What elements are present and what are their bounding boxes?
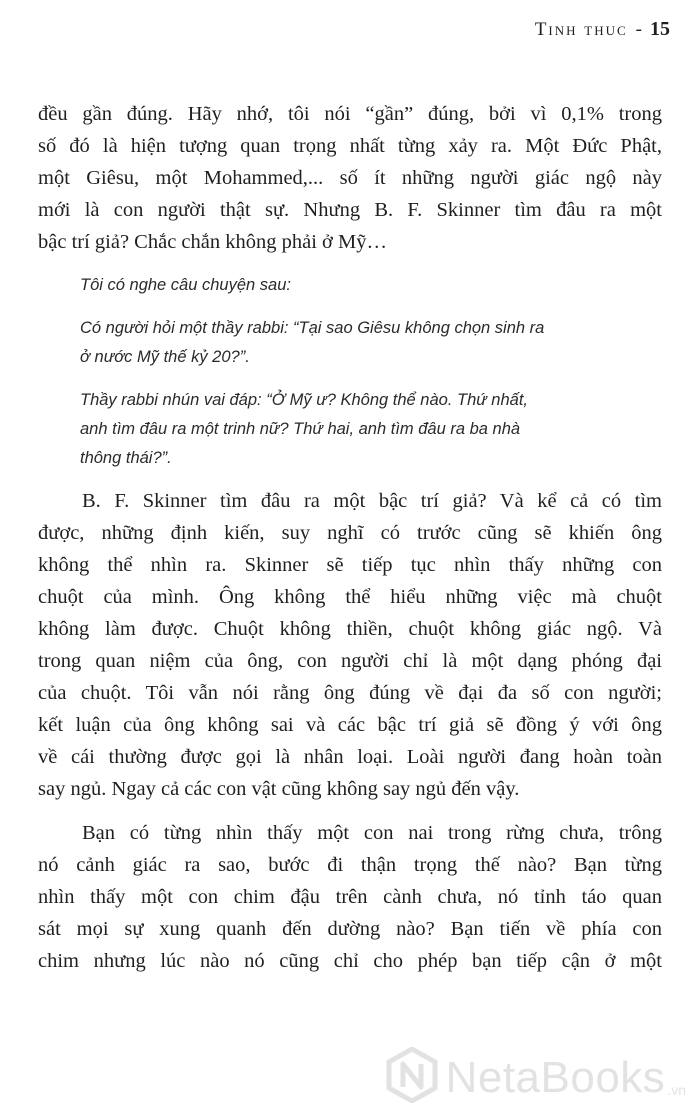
text-line: trong quan niệm của ông, con người chỉ là một dạng phóng đại <box>38 650 662 672</box>
paragraph-3 <box>38 817 662 977</box>
running-header <box>535 18 670 48</box>
text-line: của chuột. Tôi vẫn nói rằng ông đúng về đại đa số con người; <box>38 682 662 704</box>
netabooks-logo-icon <box>386 1047 438 1108</box>
text-line: số đó là hiện tượng quan trọng nhất từng xảy ra. Một Đức Phật, <box>38 135 662 157</box>
quote-answer-line: thông thái?”. <box>80 449 172 467</box>
watermark <box>386 1047 686 1108</box>
block-quote <box>38 271 662 473</box>
text-line: được, những định kiến, suy nghĩ có trước cũng sẽ khiến ông <box>38 522 662 544</box>
text-line: mới là con người thật sự. Nhưng B. F. Skinner tìm đâu ra một <box>38 199 662 221</box>
running-header-separator: - <box>635 19 644 40</box>
text-line: chuột của mình. Ông không thể hiểu những việc mà chuột <box>38 586 662 608</box>
text-line: B. F. Skinner tìm đâu ra một bậc trí giả? Và kể cả có tìm <box>82 490 662 512</box>
watermark-text: NetaBooks <box>445 1052 666 1102</box>
text-line: kết luận của ông không sai và các bậc trí giả sẽ đồng ý với ông <box>38 714 662 736</box>
page-number: 15 <box>650 18 670 40</box>
watermark-suffix: .vn <box>667 1082 686 1098</box>
text-line: đều gần đúng. Hãy nhớ, tôi nói “gần” đúng, bởi vì 0,1% trong <box>38 103 662 125</box>
running-header-title: Tinh thuc <box>534 19 628 40</box>
text-line: về cái thường được gọi là nhân loại. Loài người đang hoàn toàn <box>38 746 662 768</box>
quote-intro: Tôi có nghe câu chuyện sau: <box>80 276 291 294</box>
quote-question-line: ở nước Mỹ thế kỷ 20?”. <box>80 348 250 366</box>
paragraph-1 <box>38 98 662 258</box>
page-body <box>38 98 662 977</box>
text-line: không làm được. Chuột không thiền, chuột không giác ngộ. Và <box>38 618 662 640</box>
text-line: nhìn thấy một con chim đậu trên cành chưa, nó tỉnh táo quan <box>38 886 662 908</box>
quote-answer-line: anh tìm đâu ra một trinh nữ? Thứ hai, anh tìm đâu ra ba nhà <box>80 420 521 438</box>
text-line: bậc trí giả? Chắc chắn không phải ở Mỹ… <box>38 231 387 253</box>
text-line: không thể nhìn ra. Skinner sẽ tiếp tục nhìn thấy những con <box>38 554 662 576</box>
text-line: nó cảnh giác ra sao, bước đi thận trọng thế nào? Bạn từng <box>38 854 662 876</box>
text-line: chim nhưng lúc nào nó cũng chỉ cho phép bạn tiếp cận ở một <box>38 950 662 972</box>
text-line: Bạn có từng nhìn thấy một con nai trong rừng chưa, trông <box>82 822 662 844</box>
paragraph-2 <box>38 485 662 805</box>
quote-question-line: Có người hỏi một thầy rabbi: “Tại sao Giêsu không chọn sinh ra <box>80 319 545 337</box>
text-line: một Giêsu, một Mohammed,... số ít những người giác ngộ này <box>38 167 662 189</box>
quote-answer-line: Thầy rabbi nhún vai đáp: “Ở Mỹ ư? Không thể nào. Thứ nhất, <box>80 391 528 409</box>
text-line: sát mọi sự xung quanh đến dường nào? Bạn tiến về phía con <box>38 918 662 940</box>
text-line: say ngủ. Ngay cả các con vật cũng không say ngủ đến vậy. <box>38 778 520 800</box>
